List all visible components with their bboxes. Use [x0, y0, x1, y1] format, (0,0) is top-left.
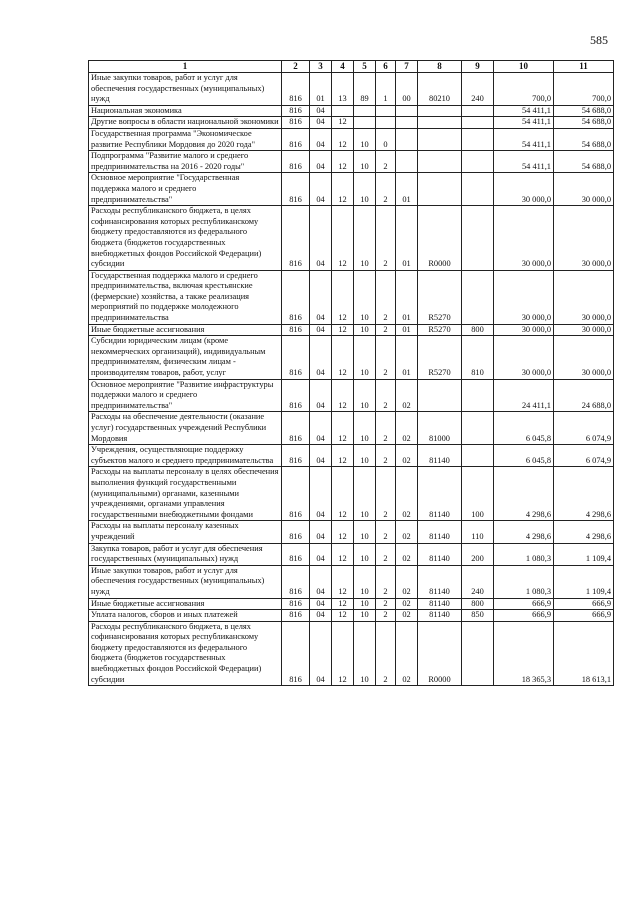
- code-activity: 02: [396, 379, 418, 412]
- code-subprogram: [376, 105, 396, 117]
- code-ministry: 816: [282, 521, 310, 543]
- code-direction: [418, 151, 462, 173]
- code-subsection: 12: [332, 128, 354, 150]
- code-subprogram: 2: [376, 324, 396, 336]
- code-ministry: 816: [282, 270, 310, 324]
- amount-2020: 54 688,0: [554, 128, 614, 150]
- code-subsection: [332, 105, 354, 117]
- code-section: 04: [310, 565, 332, 598]
- amount-2020: 18 613,1: [554, 621, 614, 686]
- code-subprogram: 0: [376, 128, 396, 150]
- table-row: [89, 336, 614, 379]
- amount-2019: 18 365,3: [494, 621, 554, 686]
- table-row: [89, 610, 614, 622]
- code-expense-type: 850: [462, 610, 494, 622]
- code-section: 04: [310, 412, 332, 445]
- code-activity: 02: [396, 445, 418, 467]
- code-ministry: 816: [282, 117, 310, 129]
- code-program: 10: [354, 621, 376, 686]
- amount-2020: 1 109,4: [554, 565, 614, 598]
- code-subsection: 12: [332, 610, 354, 622]
- row-name: Расходы на обеспечение деятельности (оказание услуг) государственных учреждений Республики Мордовия: [89, 412, 282, 445]
- code-program: 10: [354, 379, 376, 412]
- amount-2019: 30 000,0: [494, 324, 554, 336]
- code-ministry: 816: [282, 151, 310, 173]
- amount-2019: 1 080,3: [494, 565, 554, 598]
- code-program: 10: [354, 543, 376, 565]
- code-program: 10: [354, 270, 376, 324]
- code-section: 04: [310, 621, 332, 686]
- code-subsection: 12: [332, 151, 354, 173]
- col-header-8: 8: [418, 61, 462, 73]
- code-expense-type: 800: [462, 598, 494, 610]
- row-name: Расходы республиканского бюджета, в целях софинансирования которых республиканскому бюджету предоставляются из федерального бюджета (бюджетов государственных внебюджетных фондов Российской Федерации) субсидии: [89, 621, 282, 686]
- code-activity: 02: [396, 412, 418, 445]
- code-subprogram: 2: [376, 270, 396, 324]
- code-direction: 81000: [418, 412, 462, 445]
- table-row: [89, 621, 614, 686]
- code-subsection: 12: [332, 543, 354, 565]
- code-subprogram: 2: [376, 467, 396, 521]
- code-direction: R5270: [418, 324, 462, 336]
- row-name: Учреждения, осуществляющие поддержку субъектов малого и среднего предпринимательства: [89, 445, 282, 467]
- code-subprogram: 2: [376, 173, 396, 206]
- code-subsection: 12: [332, 521, 354, 543]
- code-subsection: 12: [332, 270, 354, 324]
- code-section: 04: [310, 598, 332, 610]
- code-activity: [396, 105, 418, 117]
- row-name: Расходы республиканского бюджета, в целях софинансирования которых республиканскому бюджету предоставляются из федерального бюджета (бюджетов государственных внебюджетных фондов Российской Федерации) субсидии: [89, 206, 282, 271]
- amount-2020: 30 000,0: [554, 206, 614, 271]
- code-activity: 02: [396, 565, 418, 598]
- code-direction: 81140: [418, 521, 462, 543]
- code-subsection: 12: [332, 324, 354, 336]
- code-direction: 80210: [418, 73, 462, 106]
- code-ministry: 816: [282, 467, 310, 521]
- code-ministry: 816: [282, 445, 310, 467]
- code-program: 10: [354, 206, 376, 271]
- code-expense-type: [462, 173, 494, 206]
- code-subsection: 12: [332, 467, 354, 521]
- code-direction: R5270: [418, 270, 462, 324]
- amount-2020: 4 298,6: [554, 521, 614, 543]
- col-header-6: 6: [376, 61, 396, 73]
- code-section: 04: [310, 379, 332, 412]
- code-program: [354, 105, 376, 117]
- code-activity: 02: [396, 521, 418, 543]
- code-subsection: 12: [332, 173, 354, 206]
- code-direction: [418, 379, 462, 412]
- amount-2020: 700,0: [554, 73, 614, 106]
- code-ministry: 816: [282, 128, 310, 150]
- code-subprogram: 2: [376, 521, 396, 543]
- code-subprogram: 2: [376, 336, 396, 379]
- amount-2020: 54 688,0: [554, 151, 614, 173]
- amount-2020: 54 688,0: [554, 105, 614, 117]
- code-direction: R5270: [418, 336, 462, 379]
- amount-2019: 666,9: [494, 598, 554, 610]
- code-activity: [396, 117, 418, 129]
- code-ministry: 816: [282, 598, 310, 610]
- amount-2020: 30 000,0: [554, 324, 614, 336]
- col-header-7: 7: [396, 61, 418, 73]
- table-row: [89, 324, 614, 336]
- col-header-5: 5: [354, 61, 376, 73]
- amount-2019: 4 298,6: [494, 467, 554, 521]
- row-name: Национальная экономика: [89, 105, 282, 117]
- code-activity: [396, 151, 418, 173]
- row-name: Другие вопросы в области национальной экономики: [89, 117, 282, 129]
- amount-2020: 30 000,0: [554, 173, 614, 206]
- code-subprogram: 2: [376, 445, 396, 467]
- code-subprogram: 2: [376, 565, 396, 598]
- code-expense-type: 110: [462, 521, 494, 543]
- amount-2019: 54 411,1: [494, 105, 554, 117]
- row-name: Иные бюджетные ассигнования: [89, 598, 282, 610]
- code-program: 10: [354, 565, 376, 598]
- amount-2019: 30 000,0: [494, 270, 554, 324]
- code-activity: 02: [396, 467, 418, 521]
- table-body: [89, 73, 614, 686]
- code-subsection: 12: [332, 598, 354, 610]
- table-row: [89, 105, 614, 117]
- code-subprogram: 2: [376, 543, 396, 565]
- code-subprogram: 2: [376, 610, 396, 622]
- code-expense-type: 200: [462, 543, 494, 565]
- table-row: [89, 270, 614, 324]
- code-program: 10: [354, 610, 376, 622]
- table-row: [89, 173, 614, 206]
- amount-2019: 30 000,0: [494, 173, 554, 206]
- col-header-10: 10: [494, 61, 554, 73]
- code-ministry: 816: [282, 412, 310, 445]
- col-header-1: 1: [89, 61, 282, 73]
- code-direction: 81140: [418, 610, 462, 622]
- table-row: [89, 117, 614, 129]
- code-expense-type: [462, 379, 494, 412]
- col-header-11: 11: [554, 61, 614, 73]
- code-direction: [418, 105, 462, 117]
- code-expense-type: [462, 105, 494, 117]
- table-row: [89, 445, 614, 467]
- amount-2020: 54 688,0: [554, 117, 614, 129]
- amount-2020: 1 109,4: [554, 543, 614, 565]
- table-row: [89, 379, 614, 412]
- code-expense-type: [462, 445, 494, 467]
- code-section: 04: [310, 521, 332, 543]
- code-ministry: 816: [282, 543, 310, 565]
- amount-2019: 24 411,1: [494, 379, 554, 412]
- code-expense-type: [462, 412, 494, 445]
- code-subsection: 13: [332, 73, 354, 106]
- code-subprogram: 2: [376, 412, 396, 445]
- code-section: 04: [310, 543, 332, 565]
- code-activity: 01: [396, 270, 418, 324]
- row-name: Расходы на выплаты персоналу казенных учреждений: [89, 521, 282, 543]
- code-expense-type: 240: [462, 565, 494, 598]
- code-direction: [418, 117, 462, 129]
- code-program: 10: [354, 173, 376, 206]
- amount-2019: 666,9: [494, 610, 554, 622]
- code-activity: 01: [396, 206, 418, 271]
- row-name: Иные закупки товаров, работ и услуг для обеспечения государственных (муниципальных) нужд: [89, 73, 282, 106]
- row-name: Иные закупки товаров, работ и услуг для обеспечения государственных (муниципальных) нужд: [89, 565, 282, 598]
- code-expense-type: [462, 128, 494, 150]
- amount-2020: 30 000,0: [554, 336, 614, 379]
- code-subsection: 12: [332, 445, 354, 467]
- code-section: 04: [310, 324, 332, 336]
- code-activity: 02: [396, 543, 418, 565]
- code-section: 01: [310, 73, 332, 106]
- code-subsection: 12: [332, 206, 354, 271]
- code-activity: 02: [396, 610, 418, 622]
- table-row: [89, 151, 614, 173]
- table-row: [89, 412, 614, 445]
- code-section: 04: [310, 173, 332, 206]
- amount-2019: 54 411,1: [494, 151, 554, 173]
- row-name: Государственная программа "Экономическое развитие Республики Мордовия до 2020 года": [89, 128, 282, 150]
- table-row: [89, 128, 614, 150]
- code-subprogram: 2: [376, 379, 396, 412]
- code-program: 10: [354, 128, 376, 150]
- code-expense-type: 100: [462, 467, 494, 521]
- code-section: 04: [310, 105, 332, 117]
- row-name: Государственная поддержка малого и среднего предпринимательства, включая крестьянские (фермерские) хозяйства, а также реализация мероприятий по поддержке молодежного предпринимательства: [89, 270, 282, 324]
- code-subsection: 12: [332, 621, 354, 686]
- code-section: 04: [310, 270, 332, 324]
- table-row: [89, 598, 614, 610]
- code-activity: 01: [396, 324, 418, 336]
- amount-2019: 700,0: [494, 73, 554, 106]
- code-direction: 81140: [418, 467, 462, 521]
- code-subprogram: 2: [376, 151, 396, 173]
- code-ministry: 816: [282, 336, 310, 379]
- code-ministry: 816: [282, 621, 310, 686]
- code-expense-type: 800: [462, 324, 494, 336]
- code-activity: 01: [396, 173, 418, 206]
- col-header-4: 4: [332, 61, 354, 73]
- code-ministry: 816: [282, 206, 310, 271]
- code-section: 04: [310, 151, 332, 173]
- code-expense-type: 810: [462, 336, 494, 379]
- code-subsection: 12: [332, 565, 354, 598]
- row-name: Подпрограмма "Развитие малого и среднего предпринимательства на 2016 - 2020 годы": [89, 151, 282, 173]
- code-expense-type: 240: [462, 73, 494, 106]
- code-subsection: 12: [332, 379, 354, 412]
- page-number: 585: [590, 33, 608, 47]
- code-ministry: 816: [282, 105, 310, 117]
- col-header-2: 2: [282, 61, 310, 73]
- code-section: 04: [310, 336, 332, 379]
- code-expense-type: [462, 117, 494, 129]
- code-subsection: 12: [332, 412, 354, 445]
- code-subprogram: 2: [376, 598, 396, 610]
- code-program: 10: [354, 412, 376, 445]
- code-direction: R0000: [418, 621, 462, 686]
- code-direction: 81140: [418, 445, 462, 467]
- code-ministry: 816: [282, 565, 310, 598]
- code-expense-type: [462, 270, 494, 324]
- amount-2019: 30 000,0: [494, 336, 554, 379]
- amount-2020: 666,9: [554, 598, 614, 610]
- code-section: 04: [310, 610, 332, 622]
- code-program: 10: [354, 445, 376, 467]
- header-row: [89, 61, 614, 73]
- amount-2020: 24 688,0: [554, 379, 614, 412]
- code-ministry: 816: [282, 610, 310, 622]
- row-name: Основное мероприятие "Развитие инфраструктуры поддержки малого и среднего предпринимательства": [89, 379, 282, 412]
- code-subprogram: 1: [376, 73, 396, 106]
- col-header-3: 3: [310, 61, 332, 73]
- code-subsection: 12: [332, 117, 354, 129]
- code-program: 10: [354, 467, 376, 521]
- code-direction: [418, 173, 462, 206]
- row-name: Иные бюджетные ассигнования: [89, 324, 282, 336]
- code-activity: 00: [396, 73, 418, 106]
- row-name: Уплата налогов, сборов и иных платежей: [89, 610, 282, 622]
- row-name: Субсидии юридическим лицам (кроме некоммерческих организаций), индивидуальным предпринимателям, физическим лицам - производителям товаров, работ, услуг: [89, 336, 282, 379]
- code-section: 04: [310, 206, 332, 271]
- code-section: 04: [310, 128, 332, 150]
- code-direction: R0000: [418, 206, 462, 271]
- code-ministry: 816: [282, 73, 310, 106]
- code-program: [354, 117, 376, 129]
- amount-2019: 4 298,6: [494, 521, 554, 543]
- code-direction: [418, 128, 462, 150]
- code-direction: 81140: [418, 565, 462, 598]
- code-expense-type: [462, 206, 494, 271]
- amount-2020: 6 074,9: [554, 445, 614, 467]
- code-section: 04: [310, 467, 332, 521]
- amount-2019: 54 411,1: [494, 128, 554, 150]
- code-section: 04: [310, 117, 332, 129]
- table-row: [89, 565, 614, 598]
- amount-2019: 6 045,8: [494, 445, 554, 467]
- code-ministry: 816: [282, 379, 310, 412]
- row-name: Закупка товаров, работ и услуг для обеспечения государственных (муниципальных) нужд: [89, 543, 282, 565]
- code-subprogram: 2: [376, 621, 396, 686]
- code-activity: 02: [396, 621, 418, 686]
- amount-2020: 666,9: [554, 610, 614, 622]
- row-name: Расходы на выплаты персоналу в целях обеспечения выполнения функций государственными (муниципальными) органами, казенными учреждениями, органами управления государственными внебюджетными фондами: [89, 467, 282, 521]
- code-subsection: 12: [332, 336, 354, 379]
- amount-2020: 30 000,0: [554, 270, 614, 324]
- code-direction: 81140: [418, 543, 462, 565]
- budget-table: [88, 60, 614, 686]
- amount-2020: 4 298,6: [554, 467, 614, 521]
- code-expense-type: [462, 621, 494, 686]
- code-program: 89: [354, 73, 376, 106]
- code-direction: 81140: [418, 598, 462, 610]
- table-row: [89, 206, 614, 271]
- code-program: 10: [354, 336, 376, 379]
- amount-2019: 6 045,8: [494, 412, 554, 445]
- code-ministry: 816: [282, 324, 310, 336]
- code-activity: 01: [396, 336, 418, 379]
- code-expense-type: [462, 151, 494, 173]
- code-program: 10: [354, 598, 376, 610]
- code-subprogram: [376, 117, 396, 129]
- amount-2019: 1 080,3: [494, 543, 554, 565]
- code-ministry: 816: [282, 173, 310, 206]
- code-program: 10: [354, 521, 376, 543]
- table-row: [89, 467, 614, 521]
- amount-2020: 6 074,9: [554, 412, 614, 445]
- code-program: 10: [354, 324, 376, 336]
- amount-2019: 54 411,1: [494, 117, 554, 129]
- code-activity: 02: [396, 598, 418, 610]
- table-row: [89, 543, 614, 565]
- col-header-9: 9: [462, 61, 494, 73]
- row-name: Основное мероприятие "Государственная поддержка малого и среднего предпринимательства": [89, 173, 282, 206]
- code-subprogram: 2: [376, 206, 396, 271]
- code-program: 10: [354, 151, 376, 173]
- amount-2019: 30 000,0: [494, 206, 554, 271]
- code-activity: [396, 128, 418, 150]
- table-row: [89, 521, 614, 543]
- code-section: 04: [310, 445, 332, 467]
- table-row: [89, 73, 614, 106]
